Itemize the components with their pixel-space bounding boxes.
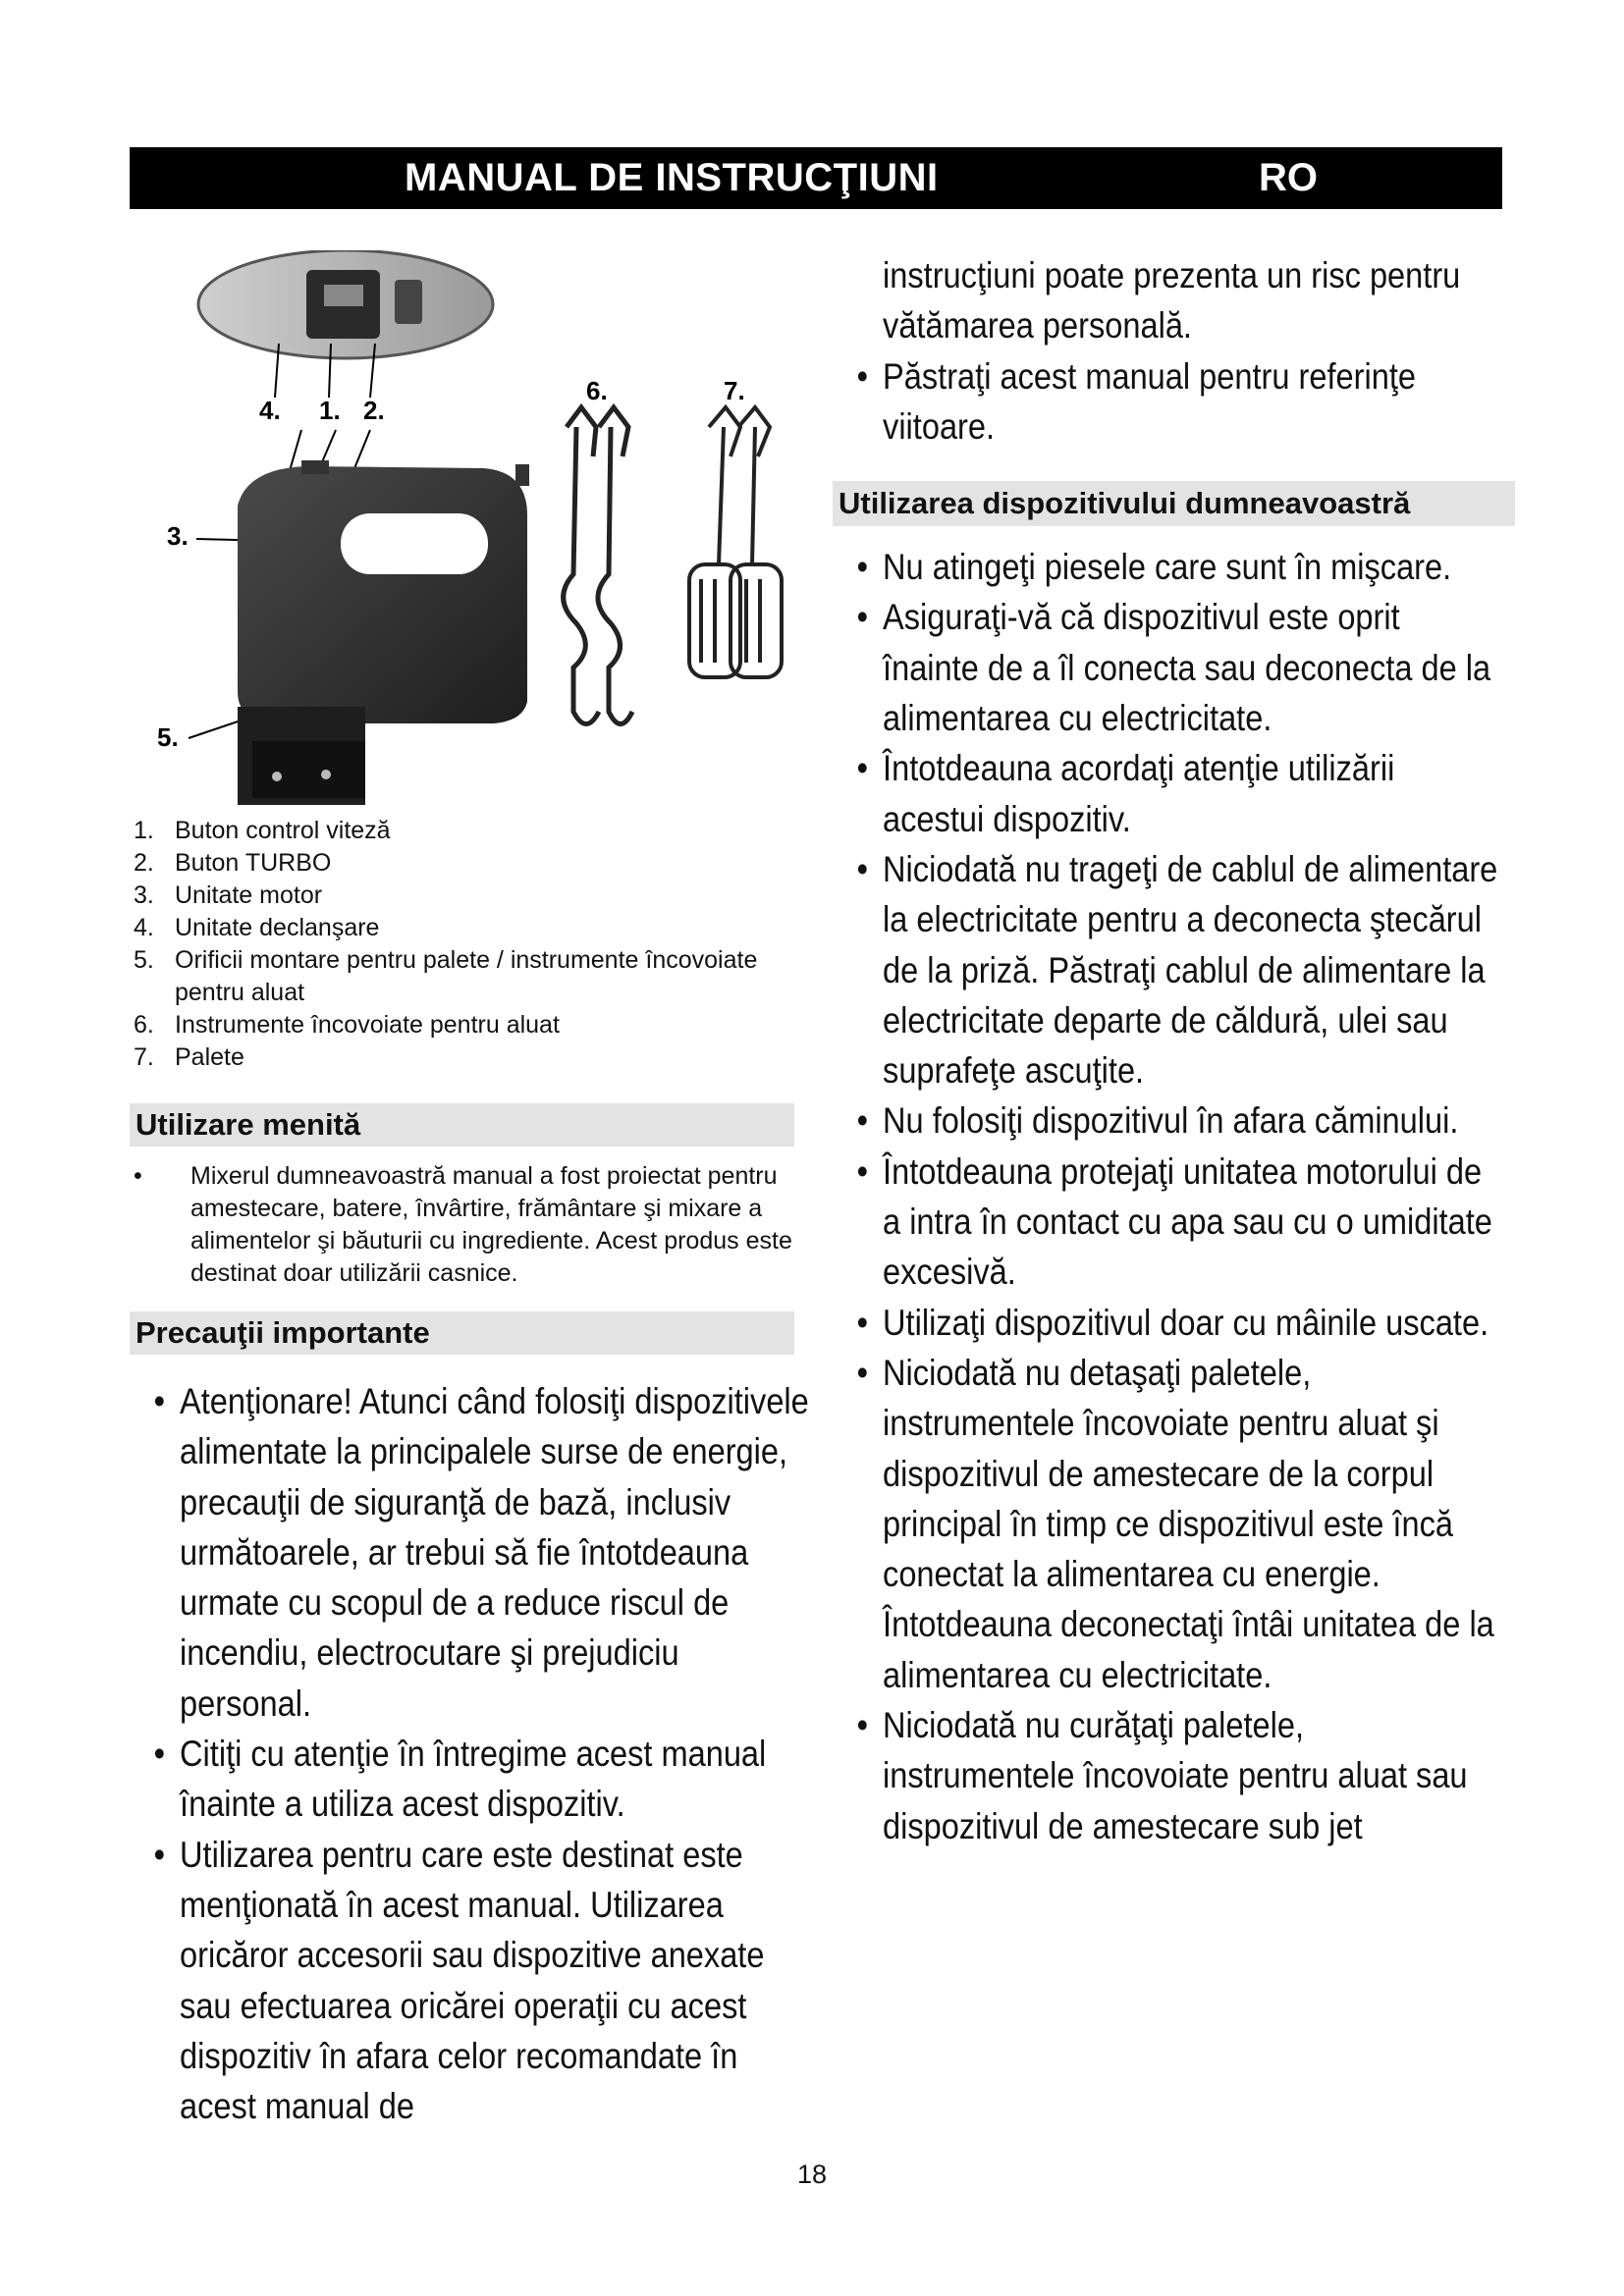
beaters: [689, 407, 782, 677]
callout-5: 5.: [157, 722, 179, 752]
page-number: 18: [797, 2160, 828, 2189]
part-item: 1. Buton control viteză: [134, 817, 391, 844]
callout-7: 7.: [724, 376, 745, 405]
part-item: 7. Palete: [134, 1043, 244, 1071]
list-item: • Păstraţi acest manual pentru referinţe viitoare.: [856, 355, 1416, 447]
usage-list: [833, 542, 1502, 1851]
callout-6: 6.: [586, 376, 608, 405]
page-header: [130, 147, 1502, 209]
list-item: • Citiţi cu atenţie în întregime acest manual înainte a utiliza acest dispozitiv.: [153, 1734, 767, 1825]
part-item: 3. Unitate motor: [134, 881, 323, 909]
section-heading-precautions: Precauţii importante: [130, 1311, 794, 1355]
mixer-diagram: [130, 250, 837, 815]
right-column: [833, 250, 1520, 1851]
manual-title: MANUAL DE INSTRUCŢIUNI: [405, 156, 939, 199]
callout-3: 3.: [167, 521, 189, 551]
section-heading-usage: Utilizarea dispozitivului dumneavoastră: [833, 481, 1515, 526]
intended-use-list: [130, 1160, 837, 1290]
parts-list: [130, 815, 837, 1074]
part-item: 2. Buton TURBO: [134, 849, 332, 877]
language-code: RO: [1259, 156, 1318, 199]
list-item: • Utilizarea pentru care este destinat este menţionată în acest manual. Utilizarea oricăror accesorii sau dispozitive anexate sau efectuarea oricărei operaţii cu acest dispozitiv în afara celor recomandate în acest manual de: [153, 1834, 765, 2127]
precautions-list: [130, 1376, 812, 2131]
list-item: • Întotdeauna acordaţi atenţie utilizării acestui dispozitiv.: [856, 748, 1395, 839]
list-item: • Utilizaţi dispozitivul doar cu mâinile uscate.: [856, 1302, 1489, 1343]
dough-hooks: [564, 407, 632, 724]
mixer-body: [238, 460, 529, 805]
list-item: • Niciodată nu trageţi de cablul de alimentare la electricitate pentru a deconecta ştecărul de la priză. Păstraţi cablul de alimentare la electricitate departe de căldură, ulei sau suprafeţe ascuţite.: [856, 848, 1498, 1092]
part-item: 5. Orificii montare pentru palete / instrumente încovoiate pentru aluat: [134, 946, 758, 1006]
list-item: • Mixerul dumneavoastră manual a fost proiectat pentru amestecare, batere, învârtire, frământare şi mixare a alimentelor şi băuturii cu ingrediente. Acest produs este destinat doar utilizării casnice.: [130, 1160, 819, 1290]
section-heading-intended-use: Utilizare menită: [130, 1103, 794, 1147]
continuation-list: [833, 250, 1502, 452]
callout-1: 1.: [319, 396, 341, 425]
list-item: • Întotdeauna protejaţi unitatea motorului de a intra în contact cu apa sau cu o umiditate excesivă.: [856, 1150, 1492, 1293]
control-panel-detail: [198, 250, 493, 358]
list-item: • Atenţionare! Atunci când folosiţi dispozitivele alimentate la principalele surse de energie, precauţii de siguranţă de bază, inclusiv următoarele, ar trebui să fie întotdeauna urmate cu scopul de a reduce riscul de incendiu, electrocutare şi prejudiciu personal.: [153, 1381, 809, 1724]
list-item: • Niciodată nu detaşaţi paletele, instrumentele încovoiate pentru aluat şi dispozitivul de amestecare de la corpul principal în timp ce dispozitivul este încă conectat la alimentarea cu energie. Întotdeauna deconectaţi întâi unitatea de la alimentarea cu electricitate.: [856, 1352, 1494, 1695]
list-item: • Niciodată nu curăţaţi paletele, instrumentele încovoiate pentru aluat sau dispozitivul de amestecare sub jet: [856, 1705, 1468, 1846]
list-item: • Nu atingeţi piesele care sunt în mişcare.: [856, 547, 1452, 588]
list-item: • Asiguraţi-vă că dispozitivul este oprit înainte de a îl conecta sau deconecta de la alimentarea cu electricitate.: [856, 597, 1491, 739]
callout-2: 2.: [363, 396, 385, 425]
part-item: 6. Instrumente încovoiate pentru aluat: [134, 1011, 560, 1039]
list-item: • Nu folosiţi dispozitivul în afara căminului.: [856, 1100, 1459, 1142]
left-column: [130, 250, 837, 2131]
continuation-text: instrucţiuni poate prezenta un risc pentru vătămarea personală.: [883, 255, 1461, 347]
callout-4: 4.: [259, 396, 281, 425]
hand-mixer-illustration: [130, 250, 837, 815]
part-item: 4. Unitate declanşare: [134, 914, 380, 941]
